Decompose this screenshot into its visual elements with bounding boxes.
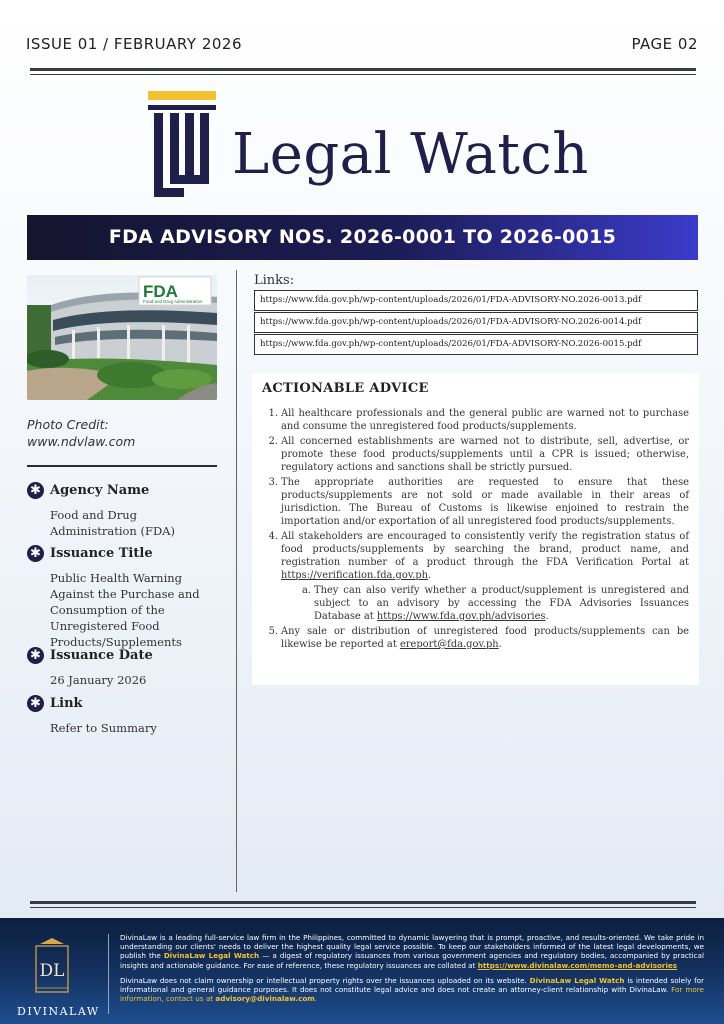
fda-sign-subtext: Food and Drug Administration — [143, 299, 203, 304]
detail-link — [27, 695, 227, 736]
verification-portal-link[interactable]: https://verification.fda.gov.ph — [281, 570, 429, 581]
photo-credit-label: Photo Credit — [27, 417, 105, 432]
fda-building-photo — [27, 275, 217, 400]
left-divider — [27, 465, 217, 467]
advisory-link-0015[interactable]: https://www.fda.gov.ph/wp-content/uploads/2026/01/FDA-ADVISORY-NO.2026-0015.pdf — [254, 334, 698, 355]
advisories-database-link[interactable]: https://www.fda.gov.ph/advisories — [376, 611, 546, 622]
detail-issuance-date — [27, 647, 227, 688]
advice-subitem: a. They can also verify whether a product/supplement is unregistered and subject to an advisory by accessing the FDA Advisories Issuances Database at https://www.fda.gov.ph/advisories. — [302, 585, 689, 622]
footer-disclaimer: DivinaLaw is a leading full-service law firm in the Philippines, committed to dynamic lawyering that is prompt, proactive, and results-oriented. We take pride in understanding our clients' needs to deliver the highest quality legal service possible. To keep our stakeholders informed of the latest legal developments, we publish the DivinaLaw Legal Watch — a digest of regulatory issuances from various government agencies and regulatory bodies, accompanied by practical insights and actionable guidance. For ease of reference, these regulatory issuances are collated at https://www.divinalaw.com/memo-and-advisories DivinaLaw does not claim ownership or intellectual property rights over the issuances uploaded on its website. DivinaLaw Legal Watch is intended solely for informational and general guidance purposes. It does not constitute legal advice and does not create an attorney-client relationship with DivinaLaw. For more information, contact us at advisory@divinalaw.com. — [120, 933, 705, 1004]
advice-item: 4. All stakeholders are encouraged to consistently verify the registration status of food products/supplements by searching the brand, product name, and registration number of a product through the FDA Verification Portal at https://verification.fda.gov.ph. — [268, 531, 689, 581]
asterisk-bullet-icon: ✱ — [27, 482, 44, 499]
advisory-banner: FDA ADVISORY NOS. 2026-0001 TO 2026-0015 — [27, 215, 698, 260]
detail-label: Issuance Title — [50, 546, 153, 561]
advice-item: 5. Any sale or distribution of unregistered food products/supplements can be likewise be reported at ereport@fda.gov.ph. — [268, 626, 689, 650]
footer — [0, 918, 724, 1024]
publication-title: Legal Watch — [232, 122, 589, 187]
issue-label: ISSUE 01 / FEBRUARY 2026 — [26, 35, 242, 53]
advice-item: 2. All concerned establishments are warned not to distribute, sell, advertise, or promote these food products/supplements until a CPR is issued; otherwise, regulatory actions and sanctions shall be strictly pursued. — [268, 436, 689, 473]
actionable-advice-box — [252, 373, 699, 685]
detail-label: Issuance Date — [50, 648, 153, 663]
detail-value: Food and Drug Administration (FDA) — [50, 508, 175, 538]
advice-title: ACTIONABLE ADVICE — [262, 381, 429, 396]
detail-label: Link — [50, 696, 83, 711]
header-rule — [30, 68, 696, 75]
detail-issuance-title — [27, 545, 227, 650]
detail-value: 26 January 2026 — [50, 673, 147, 687]
fda-sign-text: FDA — [143, 282, 178, 301]
advisory-link-0014[interactable]: https://www.fda.gov.ph/wp-content/uploads/2026/01/FDA-ADVISORY-NO.2026-0014.pdf — [254, 312, 698, 333]
detail-label: Agency Name — [50, 483, 150, 498]
photo-credit: Photo Credit: www.ndvlaw.com — [27, 417, 136, 449]
asterisk-bullet-icon: ✱ — [27, 545, 44, 562]
links-label: Links: — [254, 273, 295, 288]
footer-rule — [30, 901, 696, 908]
footer-divider — [108, 934, 109, 1014]
detail-value: Public Health Warning Against the Purchase and Consumption of the Unregistered Food Products/Supplements — [50, 571, 200, 649]
advisory-email-link[interactable]: advisory@divinalaw.com — [215, 994, 315, 1004]
legal-watch-logo-icon — [148, 91, 216, 199]
divinalaw-crest-icon — [32, 936, 72, 996]
photo-credit-source: www.ndvlaw.com — [27, 434, 136, 449]
ereport-email-link[interactable]: ereport@fda.gov.ph — [399, 639, 499, 650]
column-divider — [236, 270, 237, 892]
asterisk-bullet-icon: ✱ — [27, 695, 44, 712]
page-number: PAGE 02 — [631, 35, 698, 53]
advice-item: 1. All healthcare professionals and the general public are warned not to purchase and consume the unregistered food products/supplements. — [268, 408, 689, 432]
detail-value: Refer to Summary — [50, 721, 157, 735]
footer-brand-name: DIVINALAW — [17, 1005, 100, 1018]
detail-agency-name — [27, 482, 227, 539]
asterisk-bullet-icon: ✱ — [27, 647, 44, 664]
advice-list — [265, 407, 689, 653]
divinalaw-monogram: DL — [39, 961, 65, 981]
advisory-link-0013[interactable]: https://www.fda.gov.ph/wp-content/uploads/2026/01/FDA-ADVISORY-NO.2026-0013.pdf — [254, 290, 698, 311]
advice-item: 3. The appropriate authorities are requested to ensure that these products/supplements are not sold or made available in their areas of jurisdiction. The Bureau of Customs is likewise enjoined to restrain the importation and/or exportation of all unregistered food products/supplements. — [268, 477, 689, 527]
memo-advisories-link[interactable]: https://www.divinalaw.com/memo-and-advisories — [477, 960, 678, 970]
divinalaw-logo — [17, 936, 100, 1021]
